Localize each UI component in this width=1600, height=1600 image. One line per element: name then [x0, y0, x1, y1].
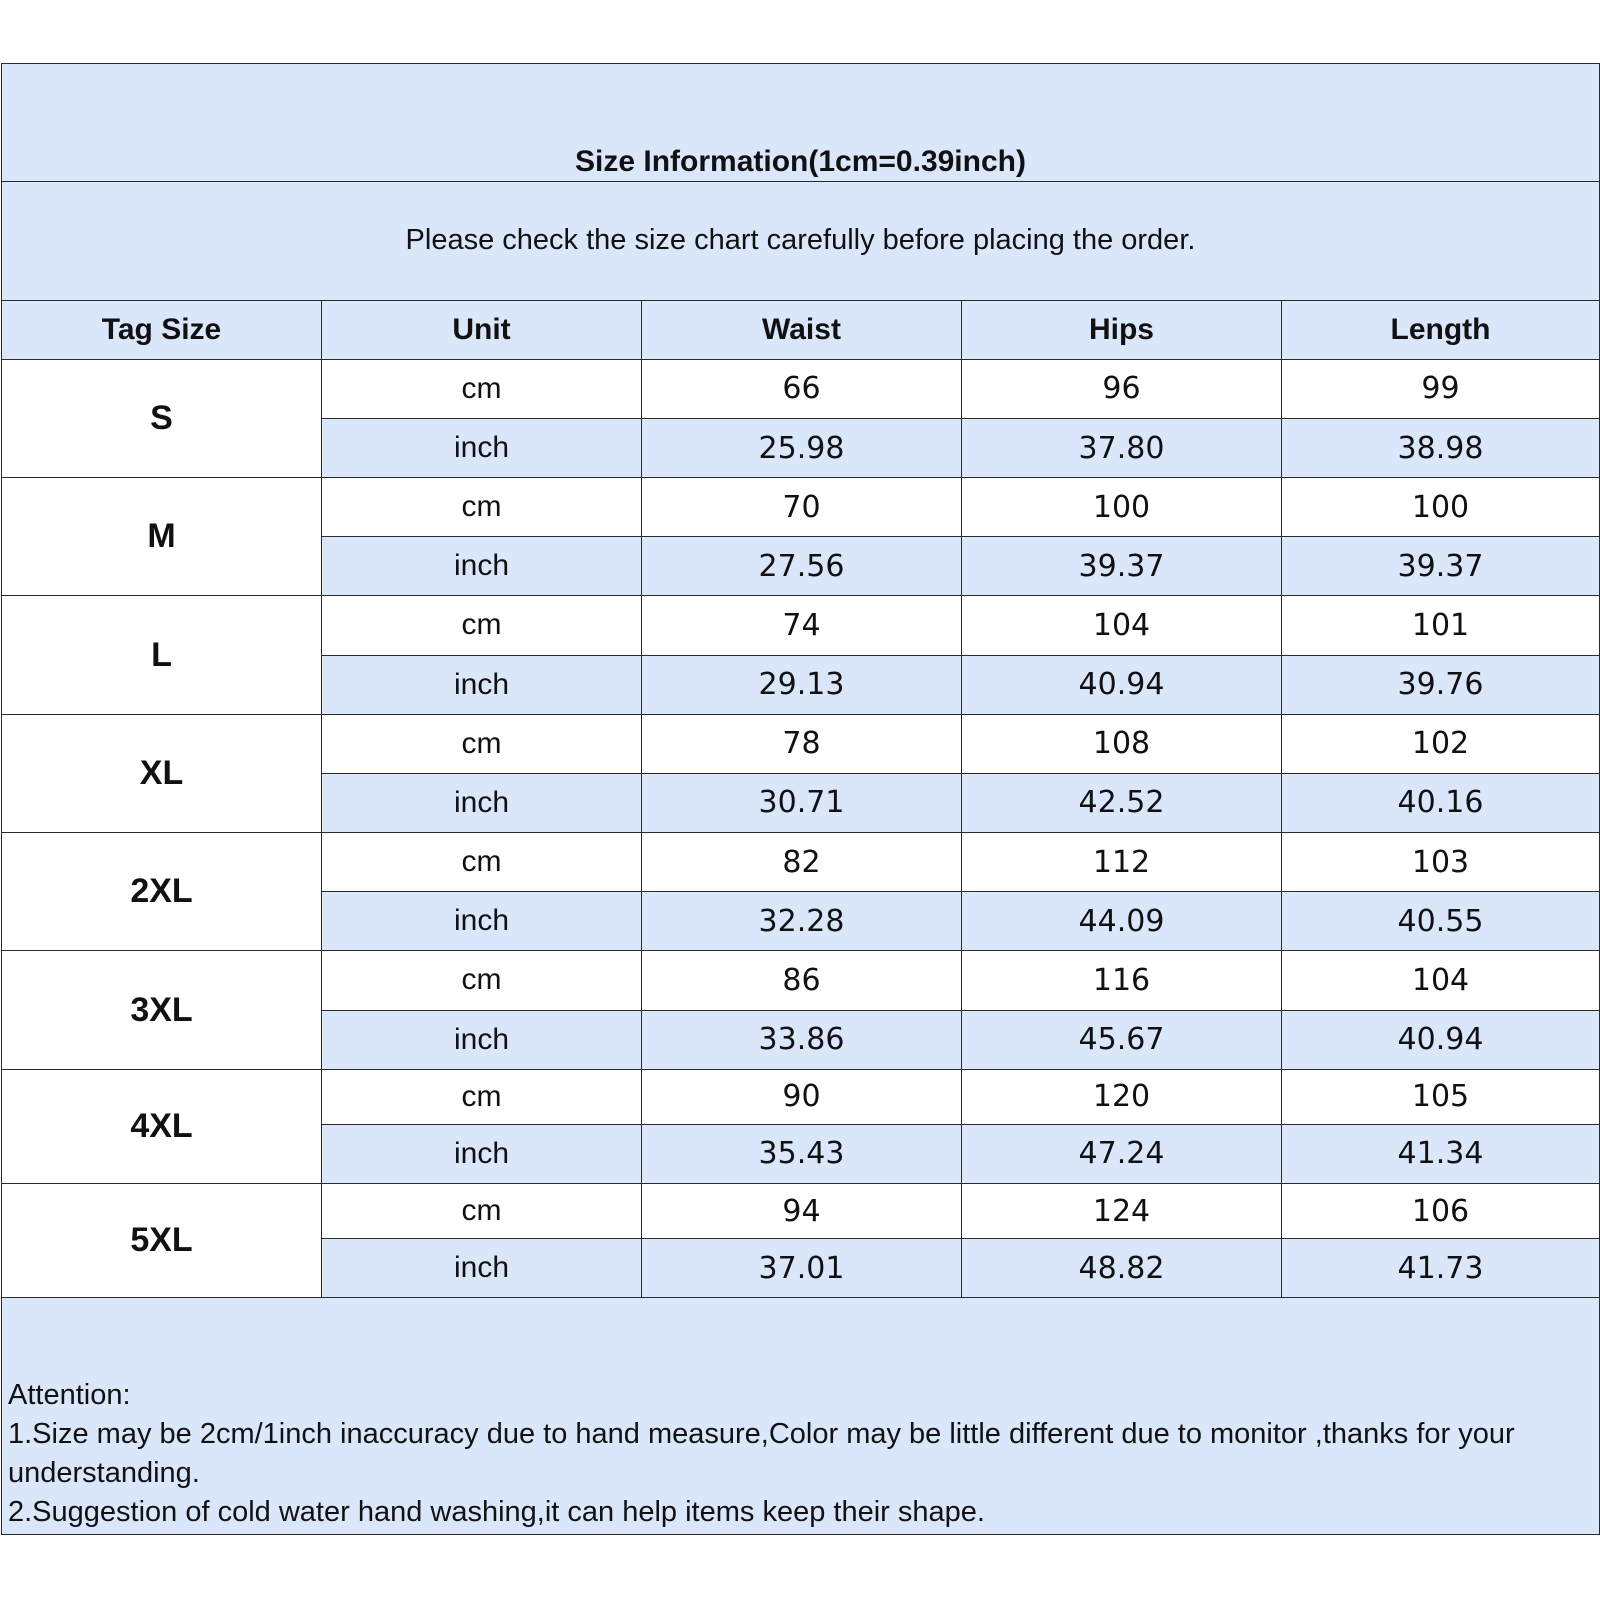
- unit-cell: inch: [322, 1124, 642, 1183]
- length-cell: 40.94: [1282, 1010, 1600, 1069]
- length-cell: 101: [1282, 596, 1600, 655]
- hips-cell: 44.09: [962, 892, 1282, 951]
- size-chart-table: [1, 63, 1600, 1535]
- waist-cell: 25.98: [642, 418, 962, 477]
- length-cell: 39.76: [1282, 655, 1600, 714]
- waist-cell: 78: [642, 714, 962, 773]
- length-cell: 40.16: [1282, 773, 1600, 832]
- size-row-2xl-cm: [2, 833, 1600, 892]
- unit-cell: inch: [322, 773, 642, 832]
- length-cell: 38.98: [1282, 418, 1600, 477]
- length-cell: 41.73: [1282, 1239, 1600, 1298]
- tag-size-cell: M: [2, 478, 322, 596]
- waist-cell: 82: [642, 833, 962, 892]
- attention-note-1: 1.Size may be 2cm/1inch inaccuracy due to hand measure,Color may be little different due to monitor ,thanks for your understanding.: [8, 1418, 1515, 1489]
- size-row-3xl-cm: [2, 951, 1600, 1010]
- column-header-length: Length: [1282, 300, 1600, 359]
- unit-cell: inch: [322, 1010, 642, 1069]
- tag-size-cell: S: [2, 359, 322, 477]
- waist-cell: 86: [642, 951, 962, 1010]
- unit-cell: cm: [322, 596, 642, 655]
- hips-cell: 124: [962, 1183, 1282, 1238]
- hips-cell: 104: [962, 596, 1282, 655]
- waist-cell: 90: [642, 1069, 962, 1124]
- unit-cell: inch: [322, 537, 642, 596]
- size-row-xl-cm: [2, 714, 1600, 773]
- size-row-5xl-cm: [2, 1183, 1600, 1238]
- hips-cell: 45.67: [962, 1010, 1282, 1069]
- length-cell: 99: [1282, 359, 1600, 418]
- waist-cell: 74: [642, 596, 962, 655]
- attention-heading: Attention:: [8, 1379, 131, 1411]
- length-cell: 102: [1282, 714, 1600, 773]
- tag-size-cell: 5XL: [2, 1183, 322, 1297]
- length-cell: 103: [1282, 833, 1600, 892]
- unit-cell: cm: [322, 478, 642, 537]
- waist-cell: 37.01: [642, 1239, 962, 1298]
- unit-cell: inch: [322, 655, 642, 714]
- hips-cell: 48.82: [962, 1239, 1282, 1298]
- footer-row: [2, 1298, 1600, 1535]
- tag-size-cell: XL: [2, 714, 322, 832]
- size-row-s-cm: [2, 359, 1600, 418]
- hips-cell: 42.52: [962, 773, 1282, 832]
- tag-size-cell: 3XL: [2, 951, 322, 1069]
- waist-cell: 32.28: [642, 892, 962, 951]
- unit-cell: cm: [322, 1183, 642, 1238]
- waist-cell: 33.86: [642, 1010, 962, 1069]
- waist-cell: 35.43: [642, 1124, 962, 1183]
- chart-title: Size Information(1cm=0.39inch): [2, 64, 1600, 182]
- waist-cell: 70: [642, 478, 962, 537]
- unit-cell: cm: [322, 1069, 642, 1124]
- hips-cell: 100: [962, 478, 1282, 537]
- hips-cell: 108: [962, 714, 1282, 773]
- size-row-4xl-cm: [2, 1069, 1600, 1124]
- waist-cell: 94: [642, 1183, 962, 1238]
- header-row: [2, 300, 1600, 359]
- hips-cell: 112: [962, 833, 1282, 892]
- unit-cell: inch: [322, 892, 642, 951]
- hips-cell: 96: [962, 359, 1282, 418]
- length-cell: 104: [1282, 951, 1600, 1010]
- length-cell: 100: [1282, 478, 1600, 537]
- waist-cell: 27.56: [642, 537, 962, 596]
- hips-cell: 116: [962, 951, 1282, 1010]
- length-cell: 106: [1282, 1183, 1600, 1238]
- column-header-hips: Hips: [962, 300, 1282, 359]
- waist-cell: 30.71: [642, 773, 962, 832]
- length-cell: 41.34: [1282, 1124, 1600, 1183]
- unit-cell: cm: [322, 951, 642, 1010]
- unit-cell: cm: [322, 833, 642, 892]
- length-cell: 105: [1282, 1069, 1600, 1124]
- length-cell: 39.37: [1282, 537, 1600, 596]
- size-row-m-cm: [2, 478, 1600, 537]
- column-header-unit: Unit: [322, 300, 642, 359]
- column-header-tag-size: Tag Size: [2, 300, 322, 359]
- hips-cell: 120: [962, 1069, 1282, 1124]
- attention-note-2: 2.Suggestion of cold water hand washing,it can help items keep their shape.: [8, 1496, 985, 1528]
- waist-cell: 66: [642, 359, 962, 418]
- tag-size-cell: 2XL: [2, 833, 322, 951]
- hips-cell: 39.37: [962, 537, 1282, 596]
- column-header-waist: Waist: [642, 300, 962, 359]
- unit-cell: cm: [322, 714, 642, 773]
- tag-size-cell: L: [2, 596, 322, 714]
- unit-cell: inch: [322, 1239, 642, 1298]
- unit-cell: inch: [322, 418, 642, 477]
- tag-size-cell: 4XL: [2, 1069, 322, 1183]
- waist-cell: 29.13: [642, 655, 962, 714]
- size-row-l-cm: [2, 596, 1600, 655]
- attention-notes: [2, 1298, 1600, 1535]
- subtitle-row: [2, 182, 1600, 300]
- hips-cell: 37.80: [962, 418, 1282, 477]
- length-cell: 40.55: [1282, 892, 1600, 951]
- unit-cell: cm: [322, 359, 642, 418]
- hips-cell: 47.24: [962, 1124, 1282, 1183]
- title-row: [2, 64, 1600, 182]
- hips-cell: 40.94: [962, 655, 1282, 714]
- chart-subtitle: Please check the size chart carefully before placing the order.: [2, 182, 1600, 300]
